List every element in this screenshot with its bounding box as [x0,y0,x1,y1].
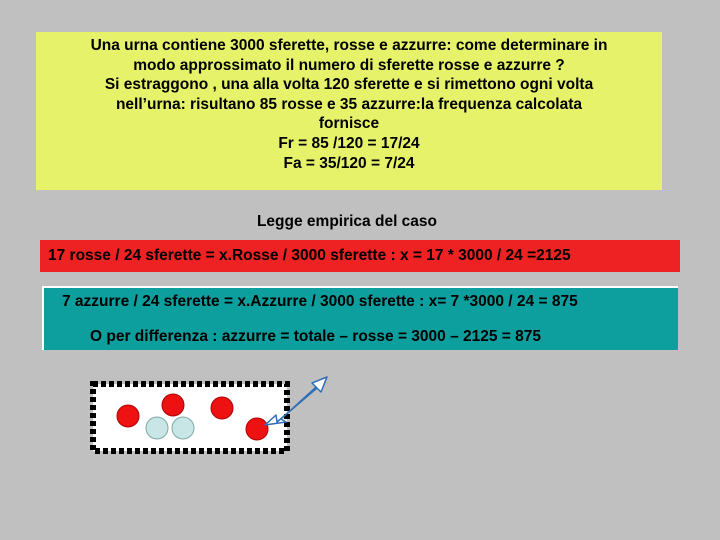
red-calculation-text: 17 rosse / 24 sferette = x.Rosse / 3000 sferette : x = 17 * 3000 / 24 =2125 [48,247,571,264]
problem-line: Una urna contiene 3000 sferette, rosse e azzurre: come determinare in [90,37,608,54]
red-ball [117,405,139,427]
section-heading: Legge empirica del caso [256,213,438,230]
red-ball [211,397,233,419]
blue-frequency-line: Fa = 35/120 = 7/24 [283,154,415,172]
blue-ball [172,417,194,439]
blue-calculation-text: 7 azzurre / 24 sferette = x.Azzurre / 3000 sferette : x= 7 *3000 / 24 = 875 [62,293,578,310]
red-ball [162,394,184,416]
blue-ball [146,417,168,439]
problem-line: nell’urna: risultano 85 rosse e 35 azzurre:la frequenza calcolata [115,95,583,113]
problem-line: Si estraggono , una alla volta 120 sferette e si rimettono ogni volta [104,76,594,94]
problem-line: fornisce [318,115,380,133]
problem-line: modo approssimato il numero di sferette rosse e azzurre ? [133,56,565,74]
extracted-red-ball [246,418,268,440]
difference-calculation-text: O per differenza : azzurre = totale – rosse = 3000 – 2125 = 875 [90,328,542,345]
red-frequency-line: Fr = 85 /120 = 17/24 [278,134,420,152]
